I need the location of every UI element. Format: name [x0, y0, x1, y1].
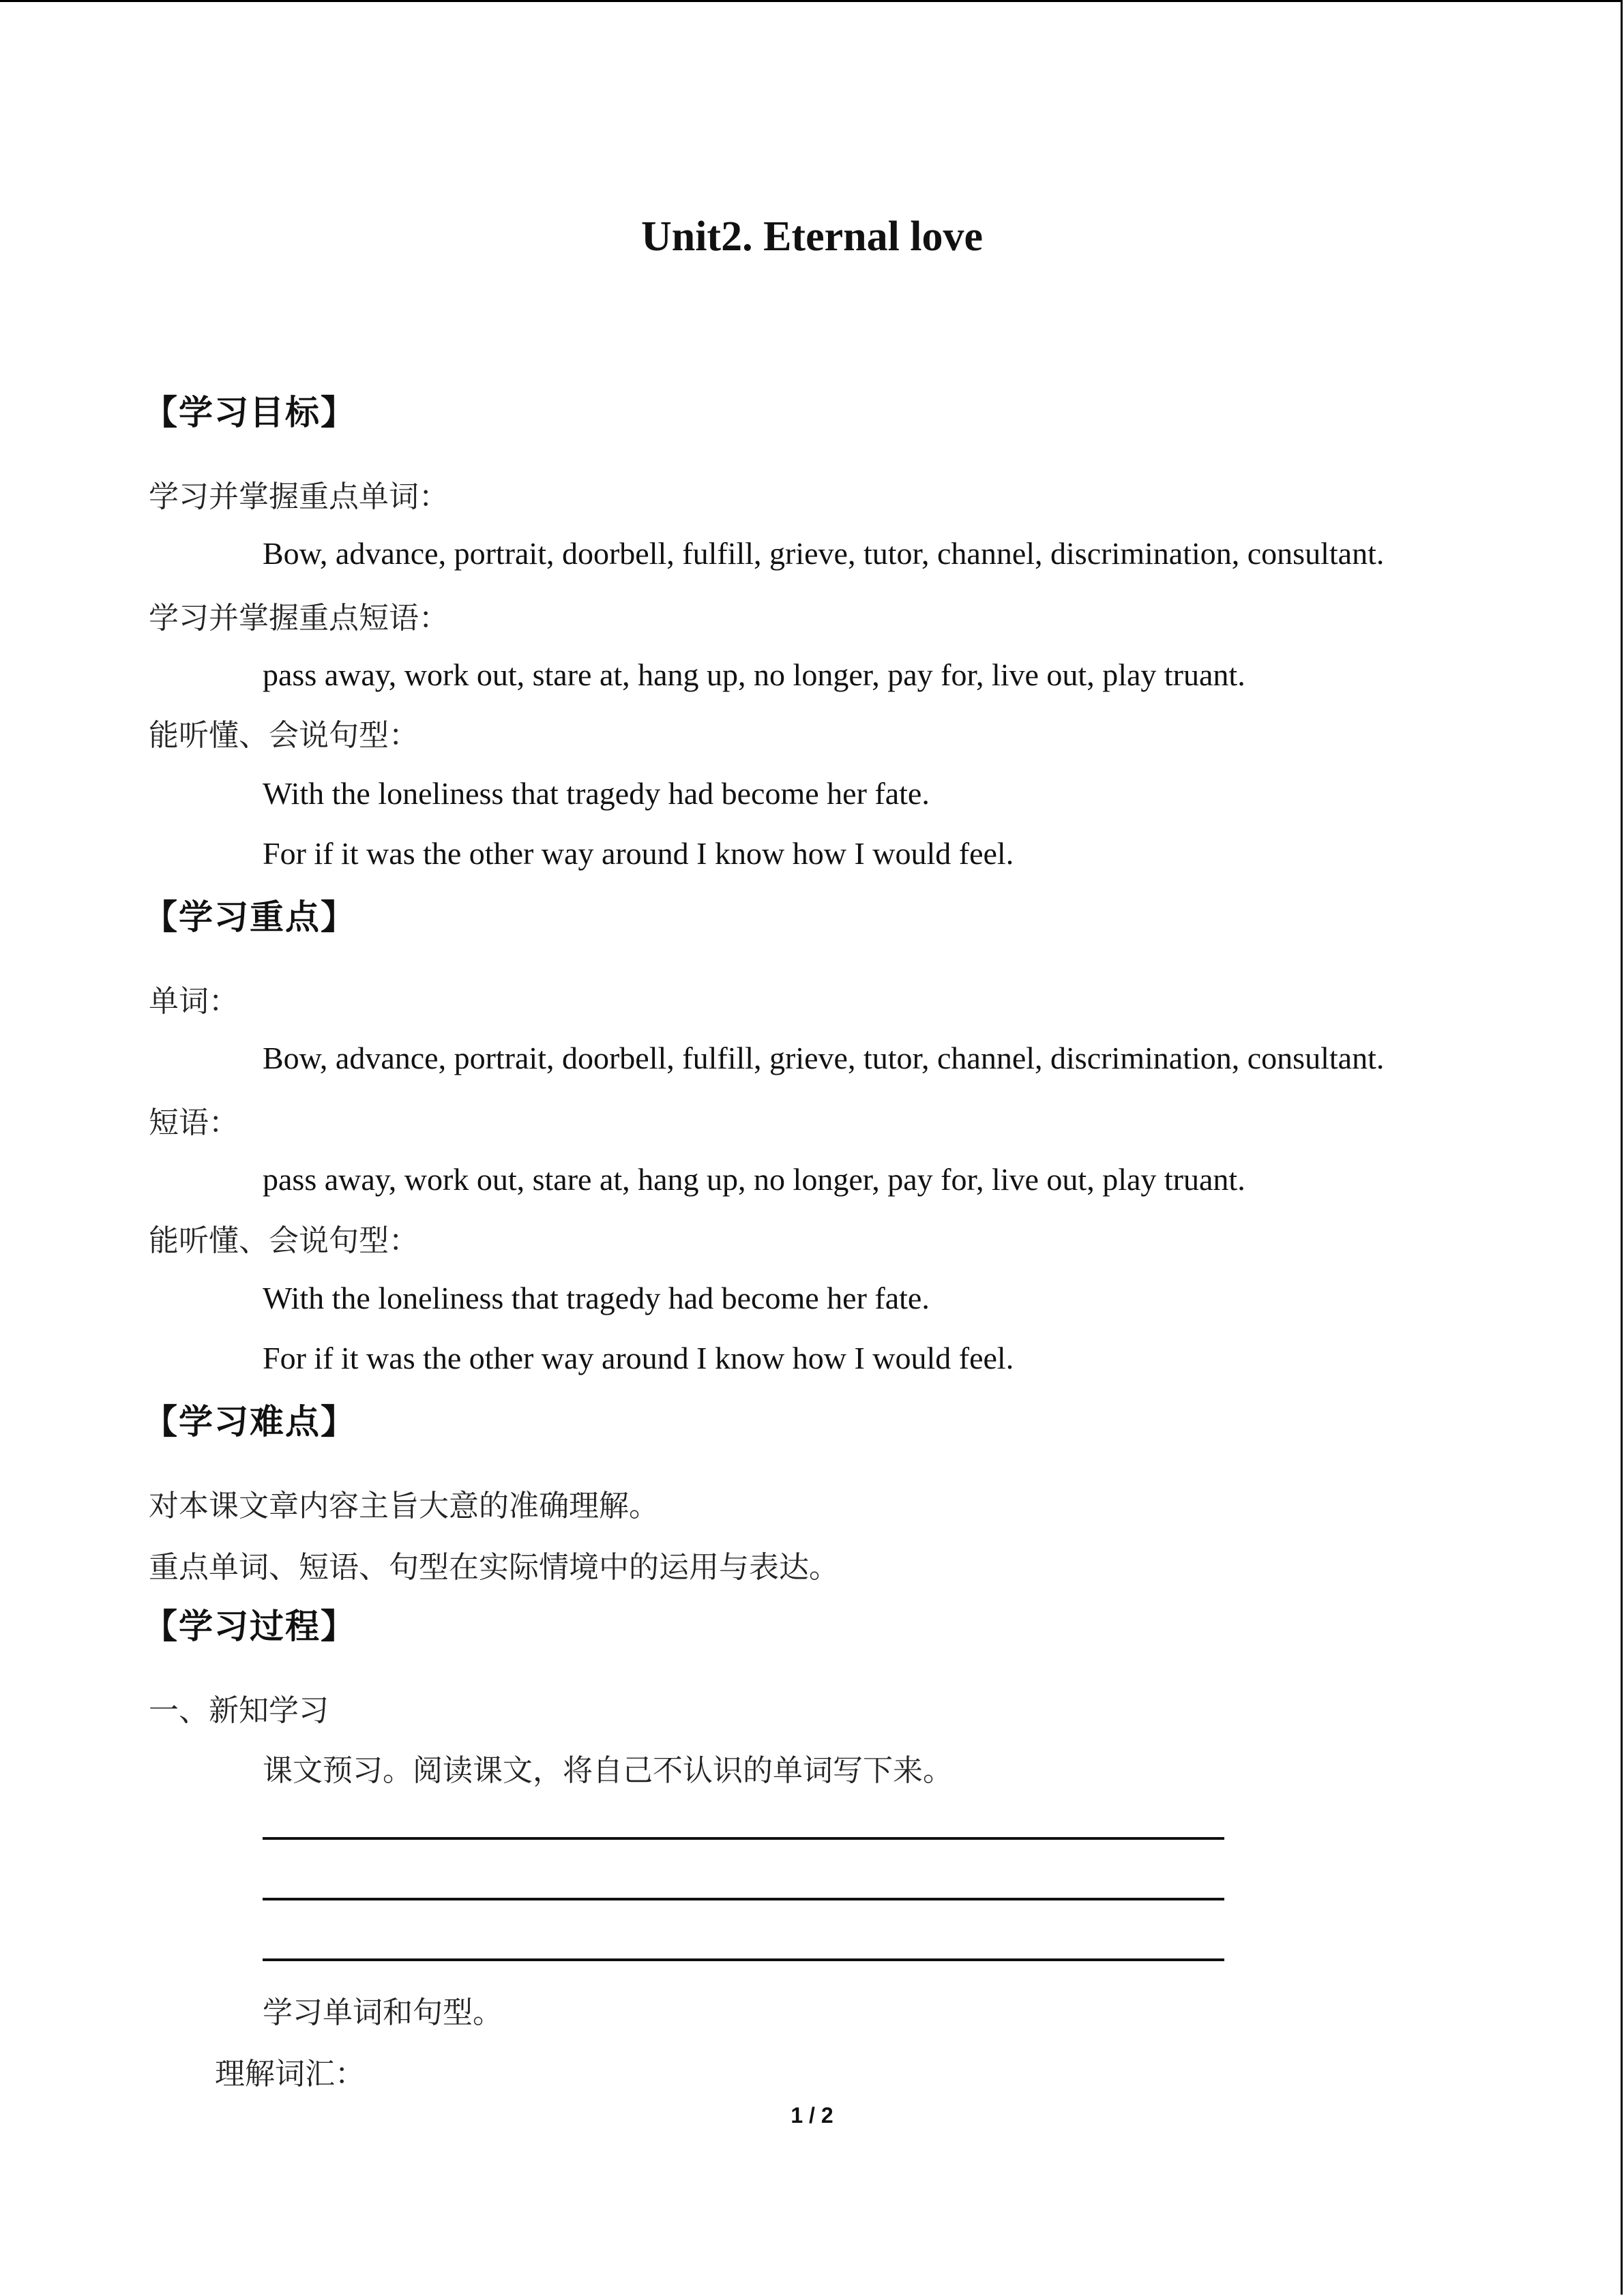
key-sentences-label: 能听懂、会说句型：	[149, 1223, 419, 1258]
process-part-1: 一、新知学习	[149, 1693, 329, 1728]
difficulties-heading: 【学习难点】	[143, 1402, 356, 1442]
process-heading: 【学习过程】	[143, 1607, 356, 1646]
difficulty-line-2: 重点单词、短语、句型在实际情境中的运用与表达。	[149, 1550, 839, 1585]
goals-phrases-label: 学习并掌握重点短语：	[149, 601, 449, 636]
blank-line-3[interactable]	[263, 1958, 1224, 1961]
key-sentence-1: With the loneliness that tragedy had become her fate.	[263, 1281, 930, 1315]
key-phrases-label: 短语：	[149, 1105, 239, 1140]
page-number: 1 / 2	[791, 2103, 833, 2128]
blank-line-1[interactable]	[263, 1837, 1224, 1840]
goals-phrases: pass away, work out, stare at, hang up, no longer, pay for, live out, play truant.	[263, 657, 1245, 692]
key-words: Bow, advance, portrait, doorbell, fulfill, grieve, tutor, channel, discrimination, consultant.	[263, 1041, 1385, 1075]
key-phrases: pass away, work out, stare at, hang up, no longer, pay for, live out, play truant.	[263, 1162, 1245, 1197]
goals-sentences-label: 能听懂、会说句型：	[149, 718, 419, 753]
goals-sentence-1: With the loneliness that tragedy had become her fate.	[263, 776, 930, 811]
goals-words-label: 学习并掌握重点单词：	[149, 479, 449, 514]
process-preview: 课文预习。阅读课文，将自己不认识的单词写下来。	[263, 1753, 953, 1788]
key-sentence-2: For if it was the other way around I know how I would feel.	[263, 1341, 1014, 1375]
process-study: 学习单词和句型。	[263, 1995, 503, 2030]
process-vocab: 理解词汇：	[215, 2057, 365, 2091]
goals-heading: 【学习目标】	[143, 393, 356, 432]
goals-sentence-2: For if it was the other way around I know how I would feel.	[263, 836, 1014, 871]
blank-line-2[interactable]	[263, 1898, 1224, 1900]
key-words-label: 单词：	[149, 984, 239, 1019]
difficulty-line-1: 对本课文章内容主旨大意的准确理解。	[149, 1489, 659, 1523]
goals-words: Bow, advance, portrait, doorbell, fulfill, grieve, tutor, channel, discrimination, consultant.	[263, 536, 1385, 571]
key-points-heading: 【学习重点】	[143, 897, 356, 937]
document-title: Unit2. Eternal love	[640, 213, 984, 260]
